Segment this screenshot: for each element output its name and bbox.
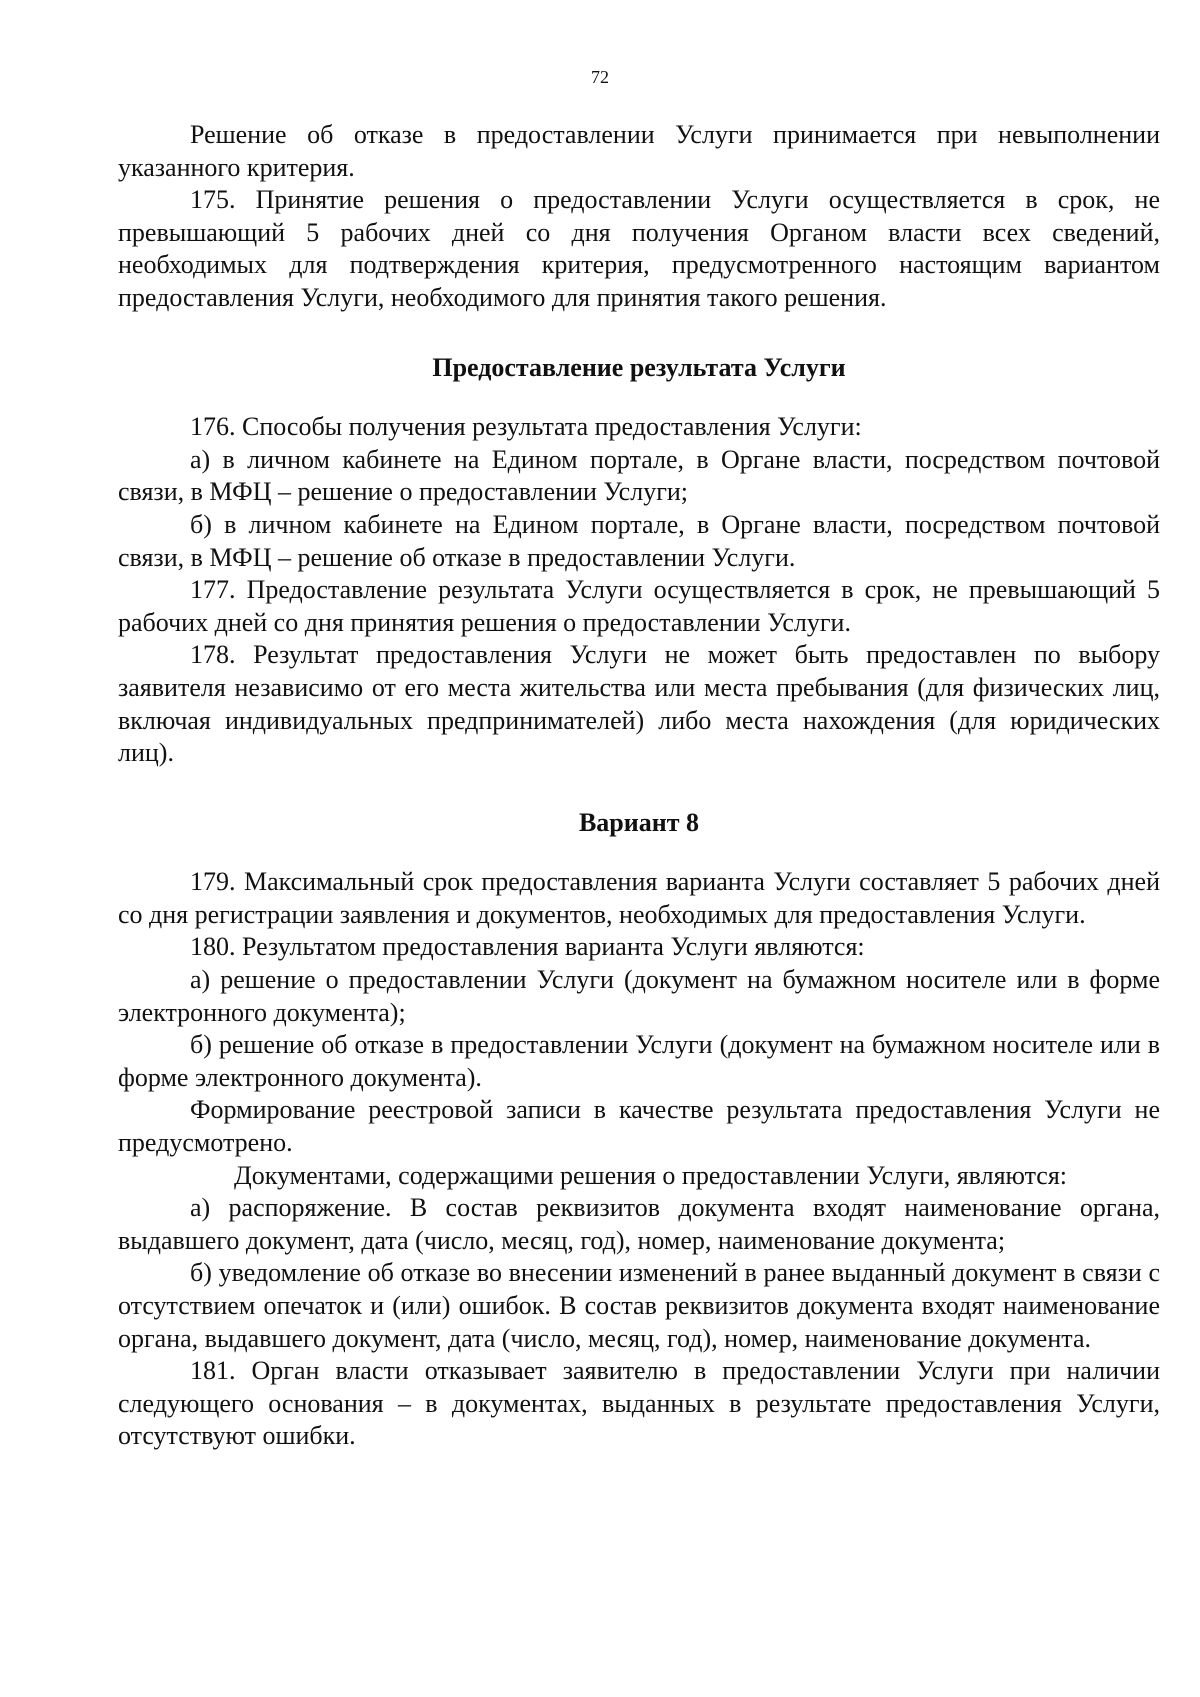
paragraph: 177. Предоставление результата Услуги осуществляется в срок, не превышающий 5 рабочих дней со дня принятия решения о предоставлении Услуги.: [118, 575, 1160, 637]
paragraph: б) в личном кабинете на Едином портале, в Органе власти, посредством почтовой связи, в МФЦ – решение об отказе в предоставлении Услуги.: [118, 509, 1160, 572]
paragraph: 180. Результатом предоставления варианта Услуги являются:: [190, 932, 865, 962]
document-body: [118, 119, 1160, 1453]
paragraph: а) решение о предоставлении Услуги (документ на бумажном носителе или в форме электронного документа);: [118, 965, 1160, 1027]
paragraph: Документами, содержащими решения о предоставлении Услуги, являются:: [234, 1160, 1068, 1190]
paragraph: б) решение об отказе в предоставлении Услуги (документ на бумажном носителе или в форме электронного документа).: [118, 1030, 1160, 1092]
paragraph: 181. Орган власти отказывает заявителю в предоставлении Услуги при наличии следующего основания – в документах, выданных в результате предоставления Услуги, отсутствуют ошибки.: [118, 1356, 1160, 1451]
paragraph: а) распоряжение. В состав реквизитов документа входят наименование органа, выдавшего документ, дата (число, месяц, год), номер, наименование документа;: [118, 1193, 1160, 1255]
paragraph: 178. Результат предоставления Услуги не может быть предоставлен по выбору заявителя независимо от его места жительства или места пребывания (для физических лиц, включая индивидуальных предпринимателей) либо места нахождения (для юридических лиц).: [118, 640, 1160, 768]
paragraph: Решение об отказе в предоставлении Услуги принимается при невыполнении указанного критерия.: [118, 120, 1160, 182]
paragraph: б) уведомление об отказе во внесении изменений в ранее выданный документ в связи с отсутствием опечаток и (или) ошибок. В состав реквизитов документа входят наименование органа, выдавшего документ, дата (число, месяц, год), номер, наименование документа.: [118, 1258, 1160, 1353]
section-heading: Вариант 8: [578, 807, 700, 837]
paragraph: 175. Принятие решения о предоставлении Услуги осуществляется в срок, не превышающий 5 рабочих дней со дня получения Органом власти всех сведений, необходимых для подтверждения критерия, предусмотренного настоящим вариантом предоставления Услуги, необходимого для принятия такого решения.: [118, 185, 1160, 312]
paragraph: 179. Максимальный срок предоставления варианта Услуги составляет 5 рабочих дней со дня регистрации заявления и документов, необходимых для предоставления Услуги.: [118, 867, 1160, 929]
paragraph: 176. Способы получения результата предоставления Услуги:: [190, 412, 862, 442]
paragraph: Формирование реестровой записи в качестве результата предоставления Услуги не предусмотрено.: [118, 1095, 1160, 1158]
paragraph: а) в личном кабинете на Едином портале, в Органе власти, посредством почтовой связи, в МФЦ – решение о предоставлении Услуги;: [118, 444, 1160, 507]
section-heading: Предоставление результата Услуги: [432, 352, 846, 382]
page-number: 72: [591, 67, 609, 87]
